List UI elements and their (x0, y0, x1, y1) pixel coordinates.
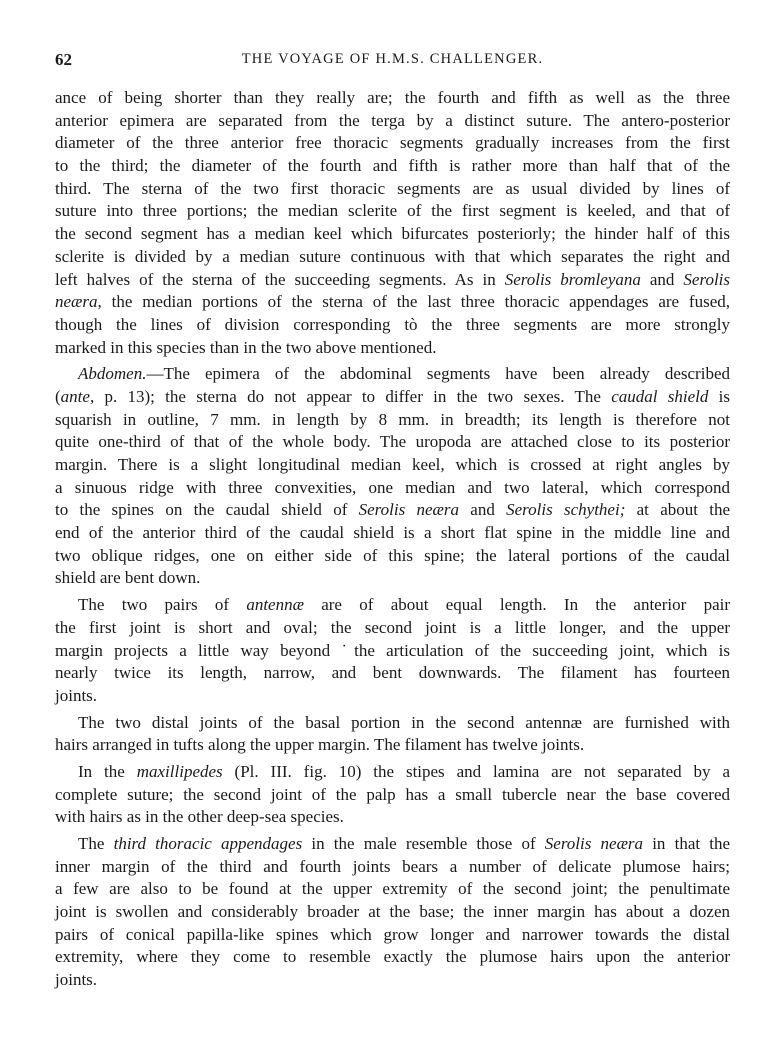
text-run: and (459, 500, 507, 520)
text-line (55, 662, 730, 685)
running-title: THE VOYAGE OF H.M.S. CHALLENGER. (241, 51, 544, 67)
text-line (55, 545, 730, 568)
text-run: the second segment has a median keel which bifurcates posteriorly; the hinder half of this (55, 224, 730, 244)
text-run: end of the anterior third of the caudal shield is a short flat spine in the middle line and (55, 523, 730, 543)
text-run: quite one-third of that of the whole body. The uropoda are attached close to its posterior (55, 432, 730, 452)
text-run: at about the (625, 500, 731, 520)
text-line (55, 856, 730, 879)
text-line (55, 924, 730, 947)
text-run: extremity, where they come to resemble exactly the plumose hairs upon the anterior (55, 947, 730, 967)
text-line (55, 784, 730, 807)
text-run: joints. (55, 970, 98, 990)
italic-text: neæra (55, 292, 98, 312)
paragraph (55, 594, 730, 707)
text-run: The (78, 834, 114, 853)
text-run: to the spines on the caudal shield of (55, 500, 359, 520)
text-line (55, 246, 730, 269)
text-run: —The epimera of the abdominal segments have been already described (146, 364, 730, 384)
paragraph (55, 87, 730, 359)
text-run: third. The sterna of the two first thoracic segments are as usual divided by lines of (55, 178, 730, 198)
italic-text: Abdomen. (78, 364, 147, 384)
paragraph (55, 363, 730, 590)
text-line (55, 155, 730, 178)
text-line (55, 969, 730, 992)
text-run: in that the (643, 834, 731, 853)
text-line (55, 132, 730, 155)
text-line (55, 337, 730, 360)
text-run: joint is swollen and considerably broader at the base; the inner margin has about a dozen (55, 902, 730, 922)
italic-text: ante (60, 386, 90, 406)
text-line (55, 712, 730, 735)
text-run: pairs of conical papilla-like spines which grow longer and narrower towards the distal (55, 924, 730, 944)
text-line (55, 946, 730, 969)
text-line (55, 454, 730, 477)
text-line (55, 567, 730, 590)
text-run: hairs arranged in tufts along the upper margin. The filament has twelve joints. (55, 735, 585, 755)
text-line (55, 363, 730, 386)
running-header (55, 50, 730, 74)
italic-text: antennæ (246, 595, 304, 615)
text-run: diameter of the three anterior free thoracic segments gradually increases from the first (55, 133, 730, 153)
text-run: ( (55, 386, 61, 406)
text-run: ance of being shorter than they really are; the fourth and fifth as well as the three (55, 88, 730, 107)
text-run: is (708, 386, 730, 406)
text-run: with hairs as in the other deep-sea species. (55, 807, 344, 827)
text-line (55, 761, 730, 784)
text-run: marked in this species than in the two above mentioned. (55, 337, 437, 357)
text-line (55, 110, 730, 133)
text-line (55, 178, 730, 201)
text-line (55, 409, 730, 432)
text-run: in the male resemble those of (302, 834, 545, 853)
text-run: though the lines of division corresponding tò the three segments are more strongly (55, 314, 730, 334)
text-line (55, 685, 730, 708)
text-run: nearly twice its length, narrow, and bent downwards. The filament has fourteen (55, 663, 730, 683)
text-run: margin. There is a slight longitudinal median keel, which is crossed at right angles by (55, 455, 730, 474)
text-line (55, 878, 730, 901)
text-run: two oblique ridges, one on either side of this spine; the lateral portions of the caudal (55, 545, 730, 565)
text-run: a few are also to be found at the upper extremity of the second joint; the penultimate (55, 879, 730, 899)
text-line (55, 269, 730, 292)
text-line (55, 87, 730, 110)
text-run: The two pairs of (78, 595, 247, 615)
text-run: and (640, 269, 684, 289)
italic-text: third thoracic appendages (113, 834, 303, 853)
text-run: complete suture; the second joint of the palp has a small tubercle near the base covered (55, 784, 730, 804)
text-run: shield are bent down. (55, 568, 201, 588)
italic-text: Serolis bromleyana (504, 269, 641, 289)
text-line (55, 200, 730, 223)
body-text (55, 87, 730, 996)
text-line (55, 477, 730, 500)
text-line (55, 223, 730, 246)
text-run: inner margin of the third and fourth joints bears a number of delicate plumose hairs; (55, 856, 730, 876)
text-run: (Pl. III. fig. 10) the stipes and lamina are not separated by a (222, 761, 730, 781)
italic-text: Serolis neæra (544, 834, 644, 853)
text-run: to the third; the diameter of the fourth and fifth is rather more than half that of the (55, 156, 730, 176)
text-run: margin projects a little way beyond ˙the articulation of the succeeding joint, which is (55, 640, 730, 660)
italic-text: caudal shield (611, 386, 709, 406)
text-run: left halves of the sterna of the succeeding segments. As in (55, 269, 505, 289)
text-line (55, 522, 730, 545)
text-run: suture into three portions; the median sclerite of the first segment is keeled, and that of (55, 201, 730, 221)
text-line (55, 314, 730, 337)
paragraph (55, 712, 730, 757)
paragraph (55, 761, 730, 829)
text-line (55, 386, 730, 409)
italic-text: Serolis neæra (358, 500, 460, 520)
text-run: sclerite is divided by a median suture continuous with that which separates the right and (55, 246, 730, 266)
paragraph (55, 833, 730, 992)
text-line (55, 499, 730, 522)
text-line (55, 640, 730, 663)
text-run: joints. (55, 685, 98, 705)
text-run: are of about equal length. In the anterior pair (303, 595, 730, 615)
text-line (55, 901, 730, 924)
text-line (55, 431, 730, 454)
text-run: squarish in outline, 7 mm. in length by 8 mm. in breadth; its length is therefore not (55, 409, 730, 429)
text-line (55, 734, 730, 757)
text-line (55, 806, 730, 829)
text-run: , p. 13); the sterna do not appear to differ in the two sexes. The (89, 386, 612, 406)
text-run: , the median portions of the sterna of the last three thoracic appendages are fused, (97, 292, 730, 312)
italic-text: maxillipedes (136, 761, 223, 781)
italic-text: Serolis (683, 269, 731, 289)
italic-text: Serolis schythei; (506, 500, 626, 520)
text-run: anterior epimera are separated from the terga by a distinct suture. The antero-posterior (55, 110, 730, 130)
text-run: In the (78, 761, 137, 781)
text-run: a sinuous ridge with three convexities, one median and two lateral, which correspond (55, 477, 730, 497)
text-line (55, 833, 730, 856)
text-line (55, 291, 730, 314)
text-run: The two distal joints of the basal portion in the second antennæ are furnished with (78, 712, 730, 732)
text-line (55, 617, 730, 640)
page-number: 62 (55, 50, 72, 69)
text-run: the first joint is short and oval; the second joint is a little longer, and the upper (55, 617, 730, 637)
text-line (55, 594, 730, 617)
